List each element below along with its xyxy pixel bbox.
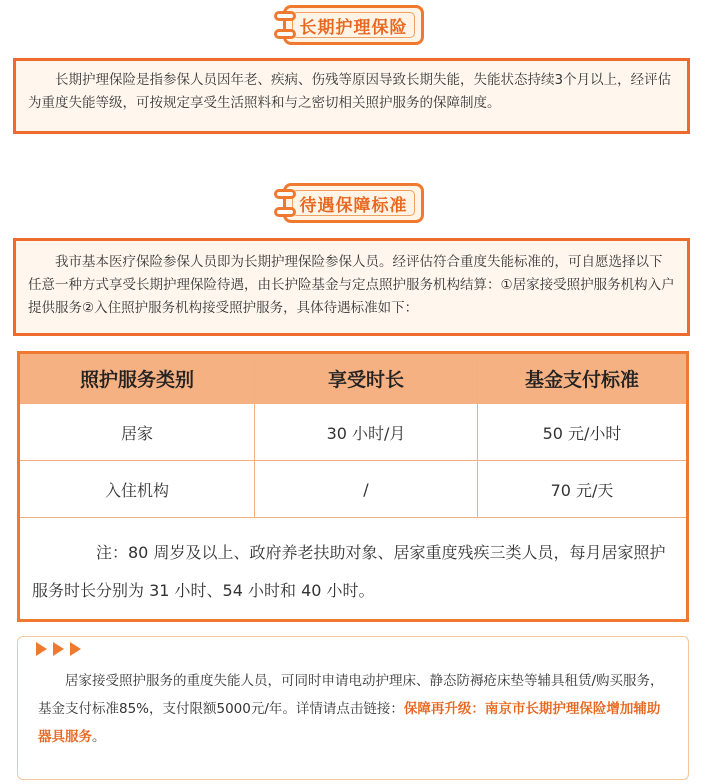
arrow-decoration (32, 642, 85, 656)
table-cell: 50 元/小时 (542, 423, 622, 443)
benefits-paragraph: 我市基本医疗保险参保人员即为长期护理保险参保人员。经评估符合重度失能标准的，可自愿选择以下任意一种方式享受长期护理保险待遇，由长护险基金与定点照护服务机构结算：①居家接受照护服务机构入户提供服务②入住照护服务机构接受照护服务，具体待遇标准如下： (28, 254, 675, 316)
table-note-text: 注：80 周岁及以上、政府养老扶助对象、居家重度残疾三类人员，每月居家照护服务时长分别为 31 小时、54 小时和 40 小时。 (32, 543, 666, 600)
table-note (20, 518, 686, 610)
section-title: 长期护理保险 (299, 17, 408, 38)
aids-paragraph (38, 667, 668, 751)
section-title-tag-benefits (283, 183, 424, 223)
table-row (20, 461, 686, 518)
table-header-cell: 享受时长 (255, 354, 478, 403)
table-cell: 入住机构 (20, 461, 255, 517)
binder-clip-icon (274, 189, 296, 199)
aids-info-box (17, 636, 689, 780)
play-arrow-icon (36, 642, 47, 656)
table-header-cell: 照护服务类别 (20, 354, 255, 403)
table-header-cell: 基金支付标准 (524, 369, 639, 391)
intro-paragraph: 长期护理保险是指参保人员因年老、疾病、伤残等原因导致长期失能，失能状态持续3个月以上，经评估为重度失能等级，可按规定享受生活照料和与之密切相关照护服务的保障制度。 (28, 72, 672, 111)
intro-box (13, 58, 690, 134)
benefits-box (13, 238, 690, 336)
binder-clip-icon (274, 29, 296, 39)
table-row (20, 404, 686, 461)
binder-clip-icon (274, 207, 296, 217)
play-arrow-icon (53, 642, 64, 656)
aids-text-end: 。 (92, 729, 106, 745)
section-title: 待遇保障标准 (299, 195, 408, 216)
table-header-row (20, 354, 686, 404)
section-title-tag-ltc (283, 5, 424, 45)
table-cell: 70 元/天 (550, 480, 614, 500)
play-arrow-icon (70, 642, 81, 656)
table-cell: / (255, 461, 478, 517)
aids-text: 居家接受照护服务的重度失能人员，可同时申请电动护理床、静态防褥疮床垫等辅具租赁/购买服务，基金支付标准85%，支付限额5000元/年。详情请点击链接： (38, 673, 664, 717)
table-cell: 30 小时/月 (255, 404, 478, 460)
detail-link[interactable]: 保障再升级：南京市长期护理保险增加辅助器具服务 (38, 701, 661, 745)
binder-clip-icon (274, 11, 296, 21)
table-cell: 居家 (20, 404, 255, 460)
benefits-table (17, 351, 689, 622)
